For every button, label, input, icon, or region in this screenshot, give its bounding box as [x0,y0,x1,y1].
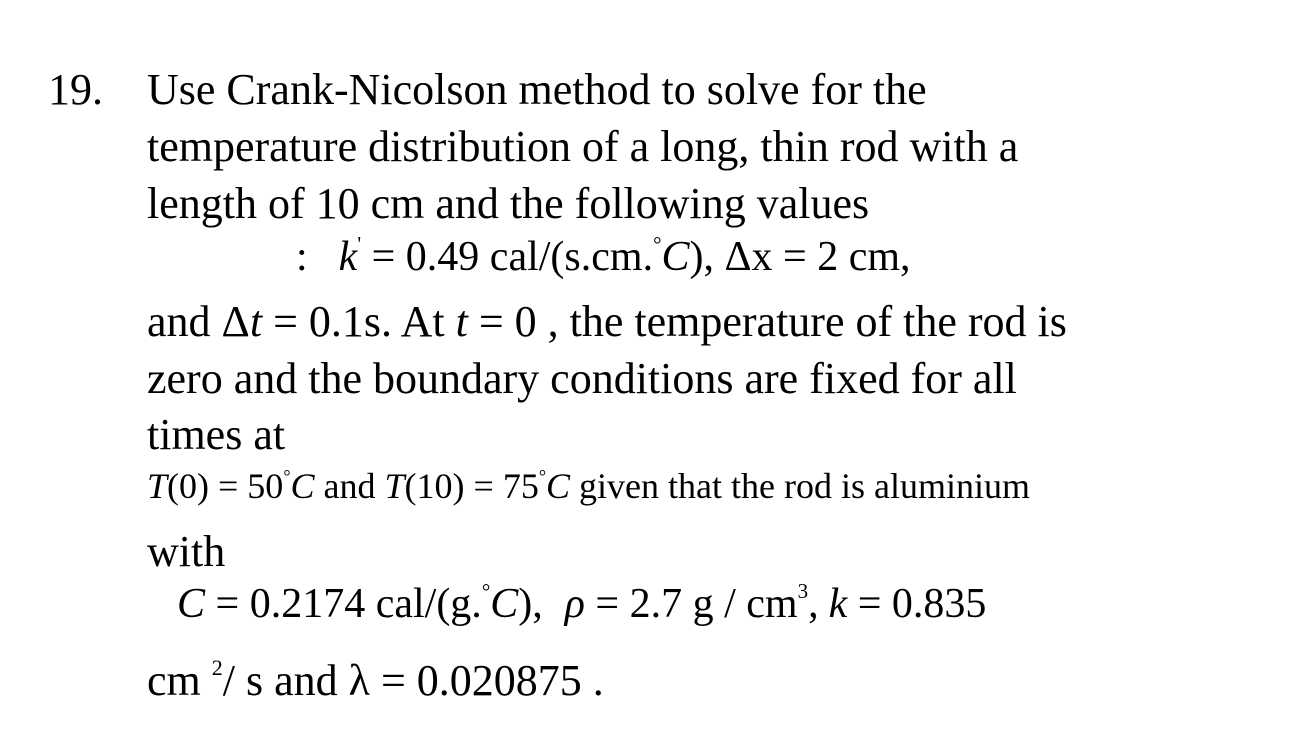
line5-t1: t [249,297,263,346]
eq2-k-symbol: k [828,581,848,627]
boundary-conditions [147,465,1030,506]
eq1-prime: ' [357,232,362,257]
eq1-unit-c: C [661,234,690,280]
eq2-k-value: = 0.835 [847,581,987,627]
problem-text-line-2: temperature distribution of a long, thin rod with a [147,122,1019,171]
bc-t0-label: T [147,466,168,506]
problem-text-line-11 [147,655,604,705]
bc-c2: C [546,466,571,506]
eq2-cube: 3 [797,579,809,604]
eq2-comma: , [808,581,819,627]
problem-text-line-7: times at [147,410,286,459]
line5-mid: = 0.1s. At [262,297,456,346]
bc-t10-rest: (10) = 75 [404,466,539,506]
bc-t10-label: T [384,466,405,506]
equation-k-dx [296,232,911,280]
eq2-c-unit: C [490,581,519,627]
line11-pre: cm [147,656,212,705]
bc-tail: given that the rod is aluminium [570,466,1030,506]
eq1-lead: : [296,234,308,280]
eq2-c-symbol: C [177,581,206,627]
eq1-degree: ° [653,232,662,257]
problem-text-line-1: Use Crank-Nicolson method to solve for the [147,65,927,114]
eq2-c-value: = 0.2174 cal/(g. [205,581,482,627]
problem-number: 19. [48,65,103,114]
eq2-close: ), [518,581,543,627]
eq1-k-symbol: k [338,234,358,280]
problem-text-line-5 [147,297,1067,346]
eq2-rho-value: = 2.7 g / cm [584,581,798,627]
line5-t2: t [455,297,468,346]
eq2-degree: ° [481,579,491,604]
problem-text-line-9: with [147,527,226,576]
eq1-k-value: = 0.49 cal/(s.cm. [371,234,654,280]
problem-text-line-3: length of 10 cm and the following values [147,179,870,228]
bc-t0-rest: (0) = 50 [167,466,284,506]
bc-degree-2: ° [538,465,547,486]
eq1-close: ), [689,234,714,280]
line11-squared: 2 [211,655,223,681]
eq1-dx: Δx = 2 cm, [724,234,911,280]
line5-post: = 0 , the temperature of the rod is [467,297,1067,346]
bc-c1: C [290,466,315,506]
line11-post: / s and λ = 0.020875 . [222,656,604,705]
problem-text-line-6: zero and the boundary conditions are fixed for all [147,354,1017,403]
equation-material-properties [177,579,987,627]
line5-pre: and Δ [147,297,250,346]
eq2-rho-symbol: ρ [564,581,585,627]
bc-degree-1: ° [283,465,291,486]
bc-and: and [314,466,385,506]
